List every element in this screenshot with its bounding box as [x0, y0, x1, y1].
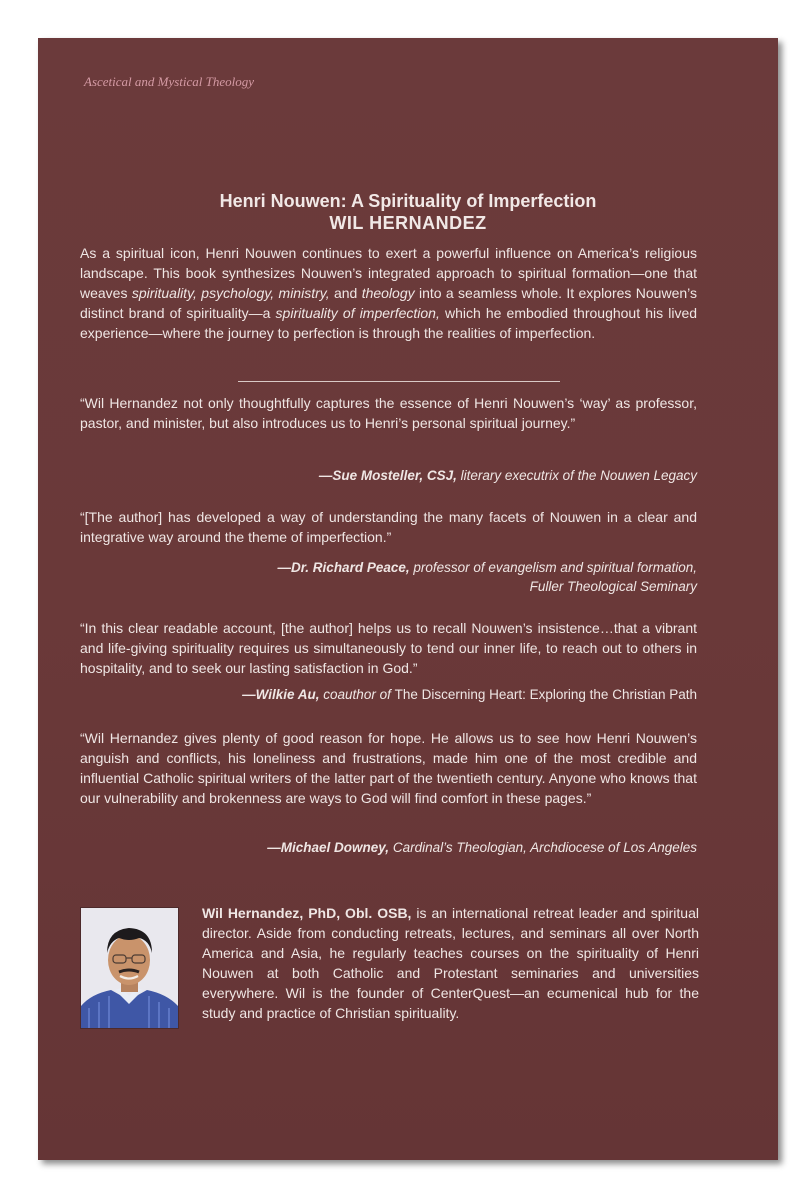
- category-label: Ascetical and Mystical Theology: [84, 74, 255, 89]
- book-description: As a spiritual icon, Henri Nouwen continues to exert a powerful influence on America’s religious landscape. This book synthesizes Nouwen’s integrated approach to spiritual formation—one that weaves spirituality, psychology, ministry, and theology into a seamless whole. It explores Nouwen’s distinct brand of spirituality—a spirituality of imperfection, which he embodied throughout his lived experience—where the journey to perfection is through the realities of imperfection.: [80, 245, 698, 341]
- author-photo: [80, 907, 179, 1029]
- endorsement-quote: “[The author] has developed a way of understanding the many facets of Nouwen in a clear and integrative way around the theme of imperfection.”: [80, 509, 697, 545]
- endorsement-quote: “Wil Hernandez gives plenty of good reason for hope. He allows us to see how Henri Nouwen’s anguish and conflicts, his loneliness and frustrations, made him one of the most credible and influential Catholic spiritual writers of the latter part of the twentieth century. Anyone who knows that our vulnerability and brokenness are ways to God will find comfort in these pages.”: [80, 730, 697, 806]
- book-title: Henri Nouwen: A Spirituality of Imperfection: [219, 191, 597, 211]
- endorsement-quote: “In this clear readable account, [the author] helps us to recall Nouwen’s insistence…that a vibrant and life-giving spirituality requires us simultaneously to tend our inner life, to reach out to others in hospitality, and to seek our lasting satisfaction in God.”: [80, 620, 697, 676]
- author-bio: Wil Hernandez, PhD, Obl. OSB, is an international retreat leader and spiritual director. Aside from conducting retreats, lectures, and seminars all over North America and Asia, he regularly teaches courses on the spirituality of Henri Nouwen at both Catholic and Protestant seminaries and universities everywhere. Wil is the founder of CenterQuest—an ecumenical hub for the study and practice of Christian spirituality.: [202, 905, 699, 1021]
- endorsement-attribution-line2: Fuller Theological Seminary: [529, 579, 697, 594]
- endorsement-attribution: —Wilkie Au, coauthor of The Discerning Heart: Exploring the Christian Path: [242, 687, 697, 702]
- endorsement-attribution: —Sue Mosteller, CSJ, literary executrix of the Nouwen Legacy: [318, 468, 697, 483]
- divider: [238, 381, 560, 382]
- back-cover: [38, 38, 778, 1160]
- author-portrait-illustration: [81, 908, 178, 1028]
- endorsement-attribution: —Michael Downey, Cardinal’s Theologian, Archdiocese of Los Angeles: [267, 840, 697, 855]
- book-author: WIL HERNANDEZ: [329, 213, 487, 233]
- endorsement-quote: “Wil Hernandez not only thoughtfully captures the essence of Henri Nouwen’s ‘way’ as professor, pastor, and minister, but also introduces us to Henri’s personal spiritual journey.”: [80, 395, 697, 431]
- endorsement-attribution: —Dr. Richard Peace, professor of evangelism and spiritual formation,: [277, 560, 697, 575]
